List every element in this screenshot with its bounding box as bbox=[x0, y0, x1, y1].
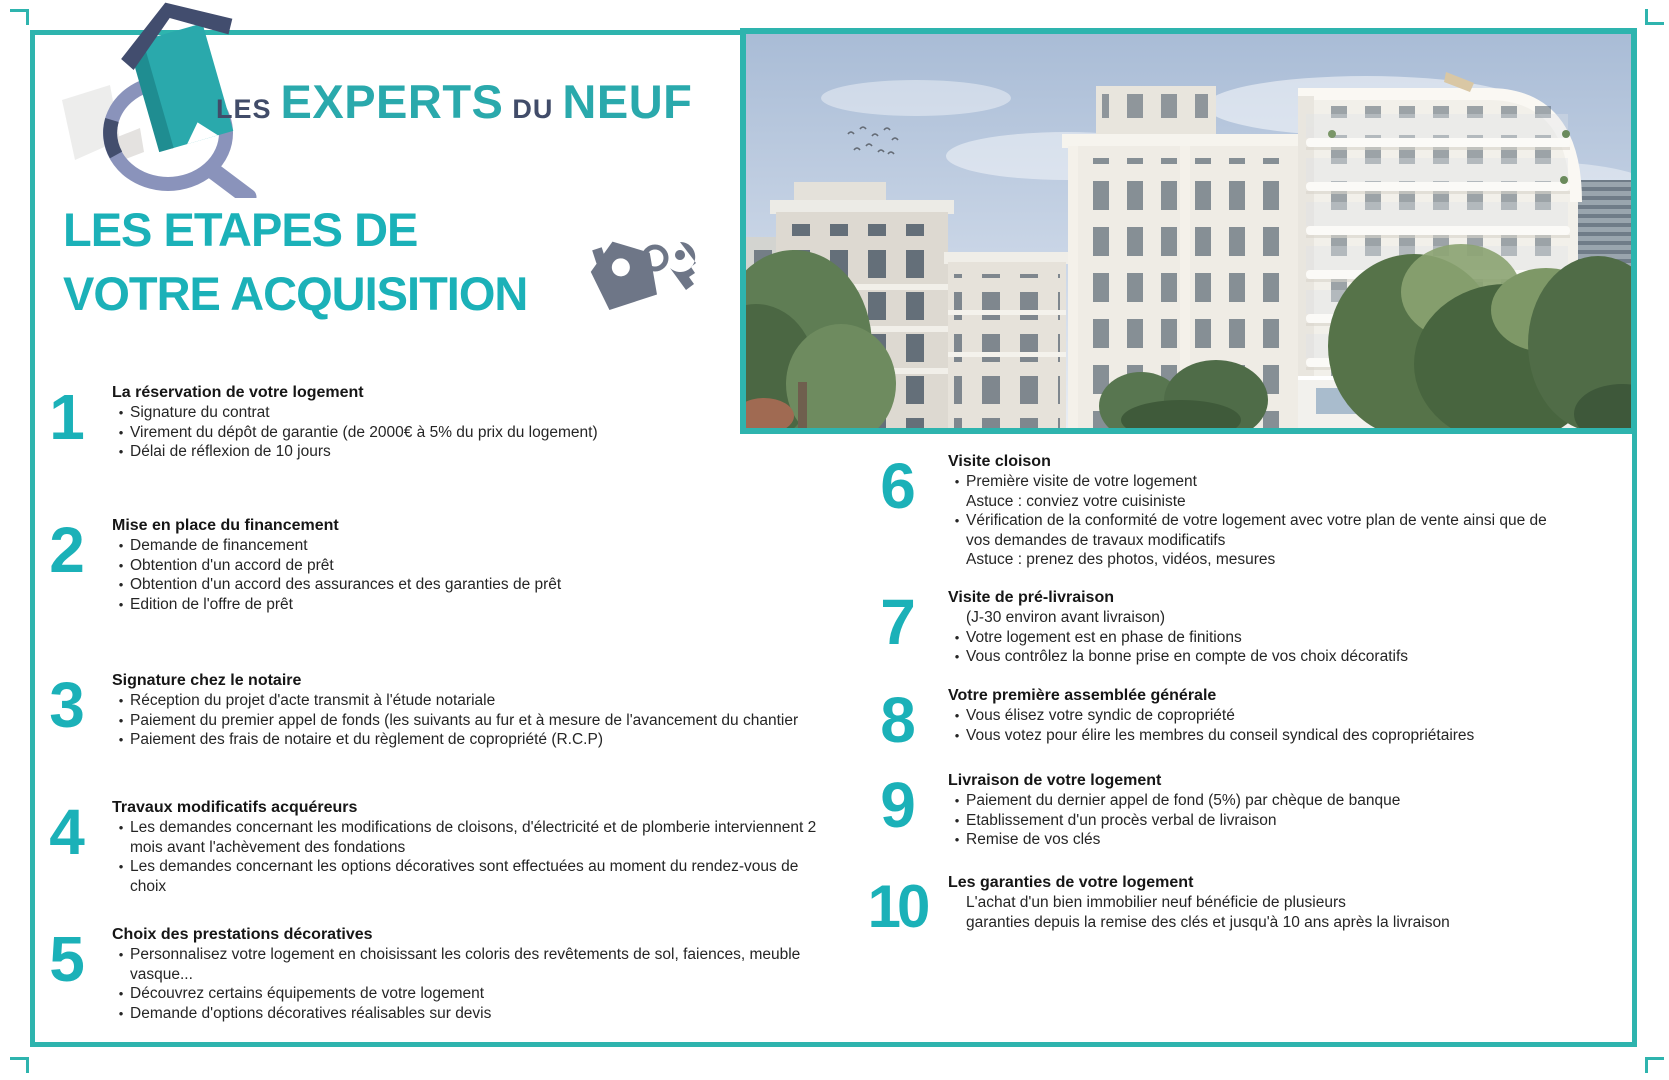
step-heading: La réservation de votre logement bbox=[112, 384, 364, 401]
bullet-dot: • bbox=[118, 947, 124, 962]
step-line-text: Personnalisez votre logement en choisissant les coloris des revêtements de sol, faiences, meuble vasque... bbox=[130, 946, 801, 983]
bullet-dot: • bbox=[118, 859, 124, 874]
brand-du: DU bbox=[512, 94, 554, 124]
bullet-dot: • bbox=[954, 727, 960, 743]
step-line-text: Obtention d'un accord de prêt bbox=[130, 556, 334, 574]
step-line bbox=[112, 691, 826, 711]
step-line-text: L'achat d'un bien immobilier neuf bénéficie de plusieurs bbox=[966, 894, 1346, 911]
step-line bbox=[948, 647, 1572, 667]
page-title-line2: VOTRE ACQUISITION bbox=[63, 267, 528, 320]
step-line-text: Demande d'options décoratives réalisables sur devis bbox=[130, 1004, 492, 1022]
step-content bbox=[112, 671, 826, 750]
step-line-text: Les demandes concernant les modifications de cloisons, d'électricité et de plomberie interviennent 2 mois avant l'achèvement des fondations bbox=[130, 819, 817, 856]
step-line-text: (J-30 environ avant livraison) bbox=[966, 609, 1166, 626]
step-content bbox=[948, 588, 1572, 667]
step-heading: Choix des prestations décoratives bbox=[112, 926, 373, 943]
step-line-text: Vous élisez votre syndic de copropriété bbox=[966, 707, 1235, 724]
step-line-text: Paiement du premier appel de fonds (les suivants au fur et à mesure de l'avancement du chantier bbox=[130, 711, 799, 729]
bullet-spacer bbox=[948, 913, 966, 933]
step-line-text: Vous votez pour élire les membres du conseil syndical des copropriétaires bbox=[966, 726, 1475, 744]
step-8 bbox=[862, 684, 1572, 756]
step-heading: Visite cloison bbox=[948, 453, 1051, 470]
step-content bbox=[948, 771, 1572, 850]
step-7 bbox=[862, 588, 1572, 667]
bullet-dot: • bbox=[954, 793, 960, 808]
bullet-dot: • bbox=[118, 986, 124, 1001]
corner-mark-top-left bbox=[10, 9, 29, 25]
bullet-dot: • bbox=[118, 820, 124, 835]
step-content bbox=[112, 925, 826, 1023]
step-heading: Signature chez le notaire bbox=[112, 672, 302, 689]
step-heading: Travaux modificatifs acquéreurs bbox=[112, 799, 358, 816]
step-line bbox=[948, 472, 1572, 492]
step-line-text: garanties depuis la remise des clés et jusqu'à 10 ans après la livraison bbox=[966, 913, 1450, 931]
step-number: 10 bbox=[867, 873, 927, 940]
step-content bbox=[948, 873, 1572, 932]
step-line-text: Remise de vos clés bbox=[966, 831, 1101, 848]
step-line bbox=[112, 536, 826, 556]
step-line bbox=[948, 726, 1572, 746]
bullet-dot: • bbox=[118, 1005, 124, 1021]
step-line bbox=[112, 730, 826, 750]
step-number: 3 bbox=[49, 669, 83, 741]
step-line bbox=[948, 492, 1572, 512]
step-5 bbox=[44, 925, 826, 1023]
step-line-text: Demande de financement bbox=[130, 537, 308, 554]
bullet-dot: • bbox=[954, 832, 960, 847]
brand-neuf: NEUF bbox=[562, 75, 693, 128]
step-line bbox=[112, 945, 826, 984]
step-line-text: Virement du dépôt de garantie (de 2000€ à 5% du prix du logement) bbox=[130, 423, 598, 441]
step-line bbox=[112, 595, 826, 615]
step-line bbox=[948, 913, 1572, 933]
step-line-text: Vérification de la conformité de votre logement avec votre plan de vente ainsi que de vos demandes de travaux modificatifs bbox=[966, 512, 1547, 549]
step-line-text: Signature du contrat bbox=[130, 404, 270, 421]
step-content bbox=[948, 686, 1572, 745]
bullet-dot: • bbox=[954, 708, 960, 723]
step-line bbox=[112, 984, 826, 1004]
step-line-text: Obtention d'un accord des assurances et des garanties de prêt bbox=[130, 576, 562, 593]
brand-les: LES bbox=[216, 94, 272, 124]
step-line bbox=[948, 830, 1572, 850]
step-number: 1 bbox=[49, 381, 83, 453]
house-keys-icon bbox=[585, 232, 705, 314]
bullet-dot: • bbox=[954, 629, 960, 645]
step-number: 6 bbox=[880, 450, 914, 522]
bullet-dot: • bbox=[954, 474, 960, 489]
step-4 bbox=[44, 798, 826, 896]
step-2 bbox=[44, 516, 826, 614]
step-line bbox=[948, 628, 1572, 648]
brand-wordmark bbox=[216, 74, 692, 129]
bullet-dot: • bbox=[954, 649, 960, 664]
step-content bbox=[112, 798, 826, 896]
step-heading: Mise en place du financement bbox=[112, 517, 339, 534]
bullet-dot: • bbox=[118, 732, 124, 747]
step-number: 7 bbox=[880, 586, 914, 658]
bullet-spacer bbox=[948, 893, 966, 913]
step-content bbox=[112, 383, 826, 462]
step-line-text: Délai de réflexion de 10 jours bbox=[130, 443, 331, 460]
step-line bbox=[948, 550, 1572, 570]
bullet-spacer bbox=[948, 492, 966, 512]
bullet-spacer bbox=[948, 608, 966, 628]
step-line bbox=[948, 511, 1572, 550]
step-line-text: Edition de l'offre de prêt bbox=[130, 595, 293, 613]
bullet-dot: • bbox=[118, 596, 124, 612]
step-line bbox=[112, 818, 826, 857]
step-heading: Livraison de votre logement bbox=[948, 772, 1162, 789]
step-line bbox=[112, 1004, 826, 1024]
step-heading: Les garanties de votre logement bbox=[948, 874, 1194, 891]
step-6 bbox=[862, 452, 1572, 570]
step-1 bbox=[44, 383, 826, 462]
step-line bbox=[112, 857, 826, 896]
bullet-dot: • bbox=[118, 444, 124, 459]
bullet-dot: • bbox=[118, 538, 124, 553]
step-line bbox=[112, 423, 826, 443]
step-line-text: Réception du projet d'acte transmit à l'étude notariale bbox=[130, 692, 496, 709]
step-line-text: Vous contrôlez la bonne prise en compte de vos choix décoratifs bbox=[966, 648, 1409, 665]
step-line-text: Paiement du dernier appel de fond (5%) par chèque de banque bbox=[966, 792, 1401, 809]
step-line-text: Astuce : prenez des photos, vidéos, mesures bbox=[966, 551, 1276, 568]
step-line bbox=[112, 442, 826, 462]
bullet-dot: • bbox=[118, 693, 124, 708]
step-content bbox=[948, 452, 1572, 570]
step-line bbox=[112, 575, 826, 595]
step-3 bbox=[44, 671, 826, 750]
bullet-dot: • bbox=[954, 513, 960, 528]
step-line-text: Les demandes concernant les options décoratives sont effectuées au moment du rendez-vous de choix bbox=[130, 858, 799, 895]
step-line-text: Astuce : conviez votre cuisiniste bbox=[966, 492, 1186, 510]
page-title bbox=[63, 198, 527, 326]
step-line bbox=[112, 711, 826, 731]
step-line bbox=[948, 811, 1572, 831]
bullet-dot: • bbox=[118, 577, 124, 592]
step-line bbox=[948, 706, 1572, 726]
step-line bbox=[948, 791, 1572, 811]
bullet-spacer bbox=[948, 550, 966, 570]
step-line bbox=[948, 608, 1572, 628]
bullet-dot: • bbox=[118, 424, 124, 440]
bullet-dot: • bbox=[118, 405, 124, 420]
step-heading: Votre première assemblée générale bbox=[948, 687, 1217, 704]
step-line-text: Paiement des frais de notaire et du règlement de copropriété (R.C.P) bbox=[130, 731, 603, 748]
step-number: 5 bbox=[49, 923, 83, 995]
corner-mark-top-right bbox=[1645, 9, 1664, 25]
step-9 bbox=[862, 771, 1572, 850]
step-number: 8 bbox=[880, 684, 914, 756]
step-line-text: Première visite de votre logement bbox=[966, 473, 1197, 490]
bullet-dot: • bbox=[118, 557, 124, 573]
step-line-text: Votre logement est en phase de finitions bbox=[966, 628, 1242, 646]
brand-experts: EXPERTS bbox=[280, 75, 504, 128]
step-line bbox=[948, 893, 1572, 913]
step-line-text: Découvrez certains équipements de votre logement bbox=[130, 985, 485, 1002]
step-content bbox=[112, 516, 826, 614]
step-heading: Visite de pré-livraison bbox=[948, 589, 1114, 606]
step-line bbox=[112, 403, 826, 423]
step-10 bbox=[862, 873, 1572, 940]
step-number: 9 bbox=[880, 769, 914, 841]
step-line-text: Etablissement d'un procès verbal de livraison bbox=[966, 811, 1277, 829]
bullet-dot: • bbox=[954, 812, 960, 828]
corner-mark-bottom-right bbox=[1645, 1057, 1664, 1073]
page-title-line1: LES ETAPES DE bbox=[63, 203, 418, 256]
step-number: 4 bbox=[49, 796, 83, 868]
step-number: 2 bbox=[49, 514, 83, 586]
corner-mark-bottom-left bbox=[10, 1057, 29, 1073]
step-line bbox=[112, 556, 826, 576]
new-building-photo bbox=[740, 28, 1637, 434]
bullet-dot: • bbox=[118, 712, 124, 728]
